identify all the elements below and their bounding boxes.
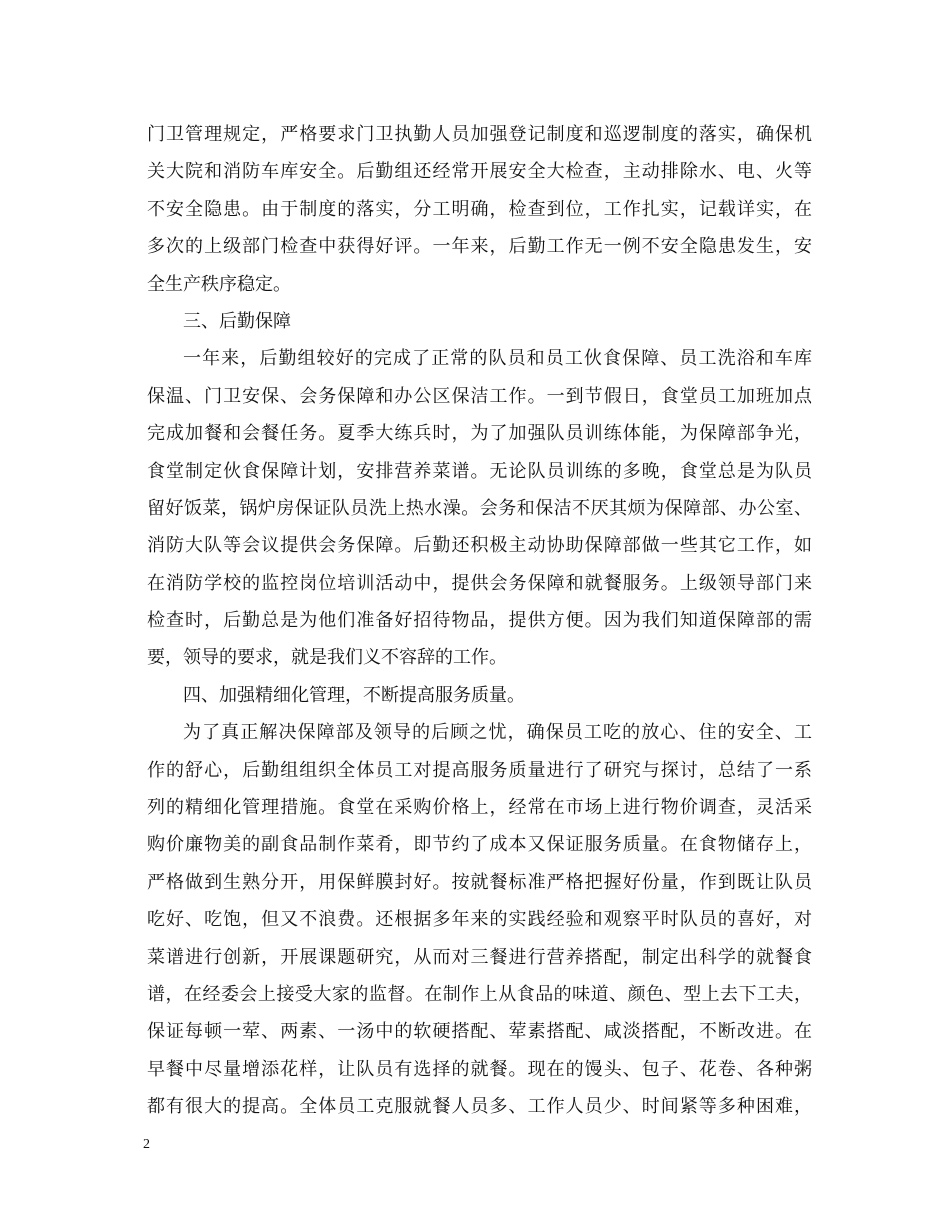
page-number: 2	[143, 1137, 150, 1152]
text-line: 都有很大的提高。全体员工克服就餐人员多、工作人员少、时间紧等多种困难，	[147, 1096, 812, 1118]
text-line: 门卫管理规定，严格要求门卫执勤人员加强登记制度和巡逻制度的落实，确保机	[147, 124, 812, 145]
text-line: 列的精细化管理措施。食堂在采购价格上，经常在市场上进行物价调查，灵活采	[147, 797, 812, 819]
text-line: 关大院和消防车库安全。后勤组还经常开展安全大检查，主动排除水、电、火等	[147, 161, 812, 183]
text-line: 检查时，后勤总是为他们准备好招待物品，提供方便。因为我们知道保障部的需	[147, 610, 812, 632]
section-heading: 四、加强精细化管理，不断提高服务质量。	[183, 684, 525, 706]
text-line: 食堂制定伙食保障计划，安排营养菜谱。无论队员训练的多晚，食堂总是为队员	[147, 460, 812, 482]
text-line: 吃好、吃饱，但又不浪费。还根据多年来的实践经验和观察平时队员的喜好，对	[147, 909, 812, 931]
text-line: 严格做到生熟分开，用保鲜膜封好。按就餐标准严格把握好份量，作到既让队员	[147, 871, 812, 893]
text-line: 一年来，后勤组较好的完成了正常的队员和员工伙食保障、员工洗浴和车库	[183, 348, 812, 370]
text-line: 全生产秩序稳定。	[147, 273, 291, 295]
text-line: 消防大队等会议提供会务保障。后勤还积极主动协助保障部做一些其它工作，如	[147, 535, 812, 557]
text-line: 在消防学校的监控岗位培训活动中，提供会务保障和就餐服务。上级领导部门来	[147, 572, 812, 594]
section-heading: 三、后勤保障	[183, 310, 291, 332]
text-line: 早餐中尽量增添花样，让队员有选择的就餐。现在的馒头、包子、花卷、各种粥	[147, 1058, 812, 1080]
text-line: 谱，在经委会上接受大家的监督。在制作上从食品的味道、颜色、型上去下工夫，	[147, 983, 812, 1005]
text-line: 保温、门卫安保、会务保障和办公区保洁工作。一到节假日，食堂员工加班加点	[147, 385, 812, 407]
text-line: 完成加餐和会餐任务。夏季大练兵时，为了加强队员训练体能，为保障部争光，	[147, 423, 812, 445]
text-line: 要，领导的要求，就是我们义不容辞的工作。	[147, 647, 507, 669]
text-line: 购价廉物美的副食品制作菜肴，即节约了成本又保证服务质量。在食物储存上，	[147, 834, 812, 856]
text-line: 作的舒心，后勤组组织全体员工对提高服务质量进行了研究与探讨，总结了一系	[147, 759, 812, 781]
document-body	[147, 116, 812, 1126]
text-line: 菜谱进行创新，开展课题研究，从而对三餐进行营养搭配，制定出科学的就餐食	[147, 946, 812, 968]
text-line: 多次的上级部门检查中获得好评。一年来，后勤工作无一例不安全隐患发生，安	[147, 236, 812, 258]
text-line: 不安全隐患。由于制度的落实，分工明确，检查到位，工作扎实，记载详实，在	[147, 198, 812, 220]
text-line: 为了真正解决保障部及领导的后顾之忧，确保员工吃的放心、住的安全、工	[183, 722, 812, 744]
text-line: 保证每顿一荤、两素、一汤中的软硬搭配、荤素搭配、咸淡搭配，不断改进。在	[147, 1021, 812, 1043]
text-line: 留好饭菜，锅炉房保证队员洗上热水澡。会务和保洁不厌其烦为保障部、办公室、	[147, 497, 812, 519]
